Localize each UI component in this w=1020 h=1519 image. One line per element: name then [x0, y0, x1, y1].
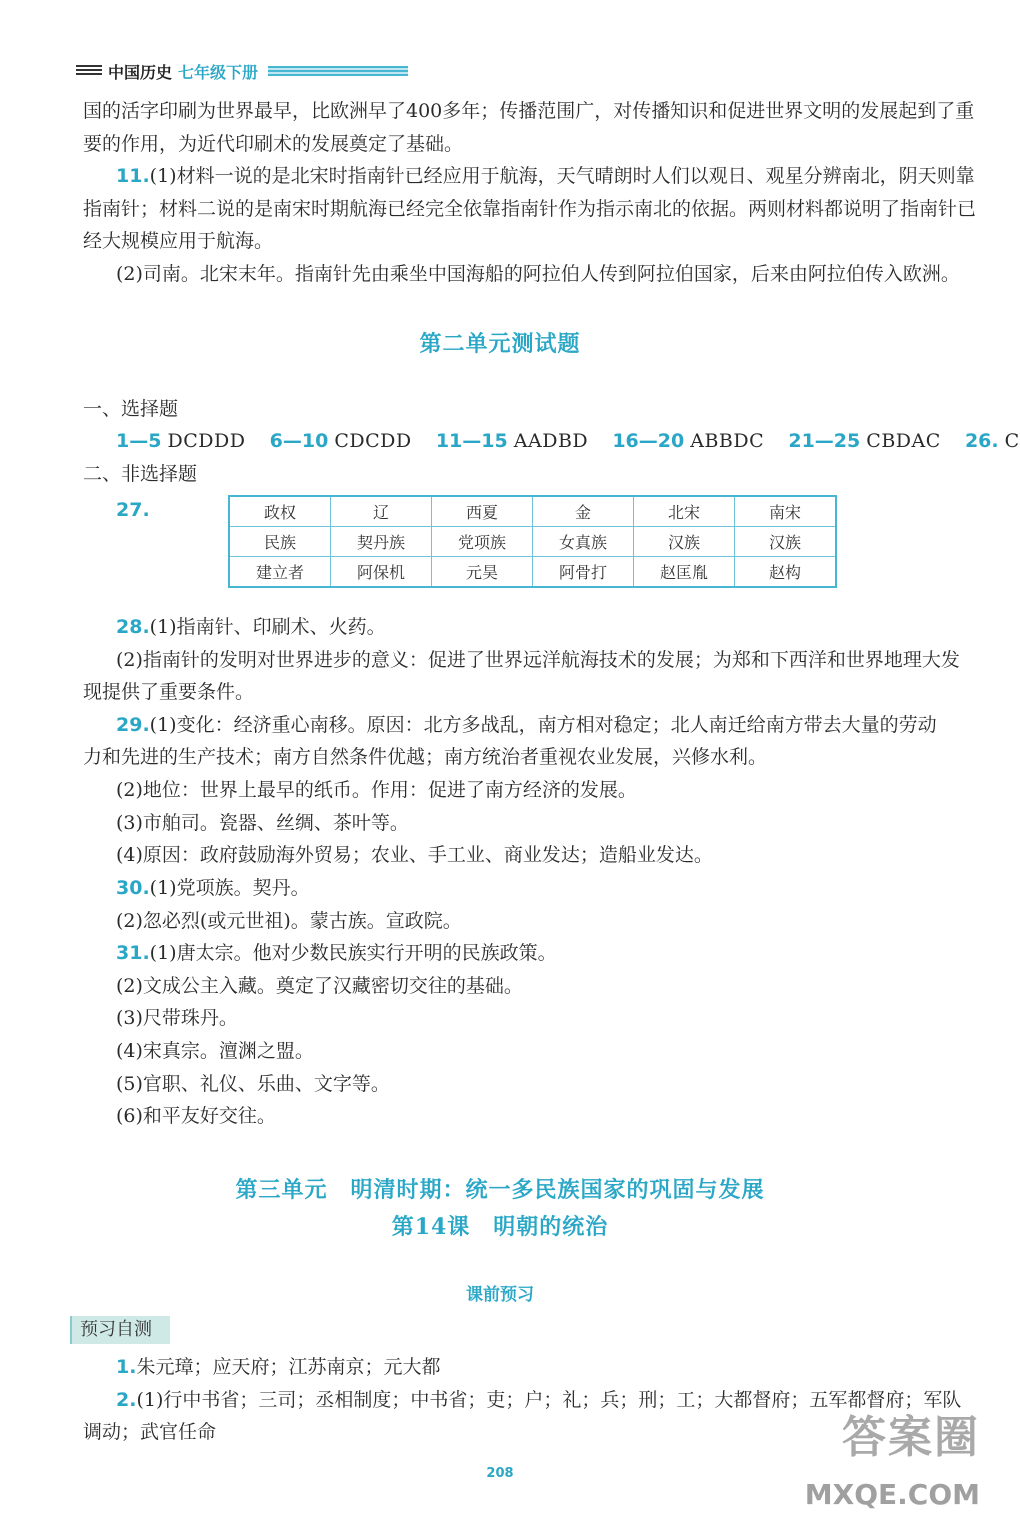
q11-line: 指南针；材料二说的是南宋时期航海已经完全依靠指南针作为指示南北的依据。两则材料都说明了指南针已 — [83, 198, 977, 220]
choice-answer: CDCDD — [334, 430, 412, 452]
table-cell: 政权 — [229, 496, 331, 527]
choice-answer: CBDAC — [866, 430, 941, 452]
header-stripe — [268, 66, 408, 76]
table-cell: 建立者 — [229, 557, 331, 588]
table-cell: 元昊 — [432, 557, 533, 588]
q11-line: (2)司南。北宋末年。指南针先由乘坐中国海船的阿拉伯人传到阿拉伯国家，后来由阿拉伯传入欧洲。 — [116, 263, 960, 285]
intro-line: 要的作用，为近代印刷术的发展奠定了基础。 — [83, 133, 464, 155]
table-row — [229, 496, 836, 527]
q28-line: 现提供了重要条件。 — [83, 681, 255, 703]
table-cell: 西夏 — [432, 496, 533, 527]
q31-line: (4)宋真宗。澶渊之盟。 — [116, 1040, 314, 1062]
q31-line: (5)官职、礼仪、乐曲、文字等。 — [116, 1073, 390, 1095]
q30-number: 30. — [116, 877, 150, 899]
p1-text: 朱元璋；应天府；江苏南京；元大都 — [136, 1356, 441, 1378]
q31-line: (2)文成公主入藏。奠定了汉藏密切交往的基础。 — [116, 975, 523, 997]
intro-line: 国的活字印刷为世界最早，比欧洲早了400多年；传播范围广，对传播知识和促进世界文明的发展起到了重 — [83, 100, 975, 122]
q28-text: (1)指南针、印刷术、火药。 — [149, 616, 386, 638]
choice-range: 26. — [964, 430, 999, 452]
q31-line: (6)和平友好交往。 — [116, 1105, 276, 1127]
choice-answer: DCDDD — [167, 430, 246, 452]
table-cell: 女真族 — [533, 527, 634, 557]
p2-number: 2. — [116, 1389, 137, 1411]
page-number: 208 — [486, 1466, 514, 1481]
book-title: 中国历史 — [108, 62, 173, 82]
q29-line — [116, 712, 937, 738]
q31-line — [116, 940, 557, 966]
unit3-title: 第三单元 明清时期：统一多民族国家的巩固与发展 — [235, 1177, 765, 1203]
q29-line: (3)市舶司。瓷器、丝绸、茶叶等。 — [116, 812, 409, 834]
regimes-table — [228, 495, 837, 588]
q11-number: 11. — [116, 165, 150, 187]
page-header — [76, 60, 408, 82]
table-row — [229, 557, 836, 588]
choice-answer: ABBDC — [690, 430, 765, 452]
book-subtitle: 七年级下册 — [178, 62, 259, 82]
lesson-title: 第14课 明朝的统治 — [391, 1214, 609, 1240]
choice-answers — [116, 428, 1020, 454]
table-cell: 金 — [533, 496, 634, 527]
choice-answer: C — [1004, 430, 1020, 452]
section-label: 课前预习 — [466, 1285, 534, 1305]
q29-line: 力和先进的生产技术；南方自然条件优越；南方统治者重视农业发展，兴修水利。 — [83, 746, 768, 768]
watermark-top: 答案圈 — [842, 1412, 980, 1463]
p2-line: 调动；武官任命 — [83, 1421, 217, 1443]
table-cell: 赵匡胤 — [634, 557, 735, 588]
q11-line — [116, 163, 975, 189]
choice-heading: 一、选择题 — [83, 398, 179, 420]
q30-text: (1)党项族。契丹。 — [149, 877, 310, 899]
q29-line: (2)地位：世界上最早的纸币。作用：促进了南方经济的发展。 — [116, 779, 637, 801]
q28-line: (2)指南针的发明对世界进步的意义：促进了世界远洋航海技术的发展；为郑和下西洋和世界地理大发 — [116, 649, 960, 671]
q27-number — [116, 497, 150, 523]
table-cell: 北宋 — [634, 496, 735, 527]
table-cell: 阿骨打 — [533, 557, 634, 588]
table-cell: 汉族 — [735, 527, 837, 557]
table-row — [229, 527, 836, 557]
q30-line: (2)忽必烈(或元世祖)。蒙古族。宣政院。 — [116, 910, 462, 932]
p1-line — [116, 1354, 440, 1380]
choice-range: 16—20 — [612, 430, 685, 452]
p2-text: (1)行中书省；三司；丞相制度；中书省；吏；户；礼；兵；刑；工；大都督府；五军都督府；军队 — [136, 1389, 962, 1411]
choice-range: 6—10 — [269, 430, 329, 452]
table-cell: 汉族 — [634, 527, 735, 557]
unit2-title: 第二单元测试题 — [419, 331, 581, 357]
table-cell: 辽 — [331, 496, 432, 527]
q11-text: (1)材料一说的是北宋时指南针已经应用于航海，天气晴朗时人们以观日、观星分辨南北，阴天则靠 — [149, 165, 975, 187]
table-cell: 南宋 — [735, 496, 837, 527]
q28-number: 28. — [116, 616, 150, 638]
watermark-logo — [804, 1401, 980, 1511]
table-cell: 赵构 — [735, 557, 837, 588]
choice-range: 11—15 — [435, 430, 508, 452]
q30-line — [116, 875, 310, 901]
header-bars-icon — [76, 65, 102, 77]
table-cell: 党项族 — [432, 527, 533, 557]
table-cell: 阿保机 — [331, 557, 432, 588]
q31-line: (3)尺带珠丹。 — [116, 1007, 238, 1029]
q27-num-label: 27. — [116, 499, 150, 521]
q11-line: 经大规模应用于航海。 — [83, 230, 274, 252]
choice-answer: AADBD — [513, 430, 589, 452]
preview-tag: 预习自测 — [70, 1316, 170, 1344]
q31-number: 31. — [116, 942, 150, 964]
q29-number: 29. — [116, 714, 150, 736]
q31-text: (1)唐太宗。他对少数民族实行开明的民族政策。 — [149, 942, 557, 964]
choice-range: 1—5 — [116, 430, 162, 452]
nonchoice-heading: 二、非选择题 — [83, 463, 198, 485]
table-cell: 契丹族 — [331, 527, 432, 557]
p1-number: 1. — [116, 1356, 137, 1378]
table-cell: 民族 — [229, 527, 331, 557]
q29-text: (1)变化：经济重心南移。原因：北方多战乱，南方相对稳定；北人南迁给南方带去大量的劳动 — [149, 714, 937, 736]
choice-range: 21—25 — [788, 430, 861, 452]
watermark-bottom: MXQE.COM — [804, 1478, 980, 1511]
q28-line — [116, 614, 386, 640]
q29-line: (4)原因：政府鼓励海外贸易；农业、手工业、商业发达；造船业发达。 — [116, 844, 713, 866]
